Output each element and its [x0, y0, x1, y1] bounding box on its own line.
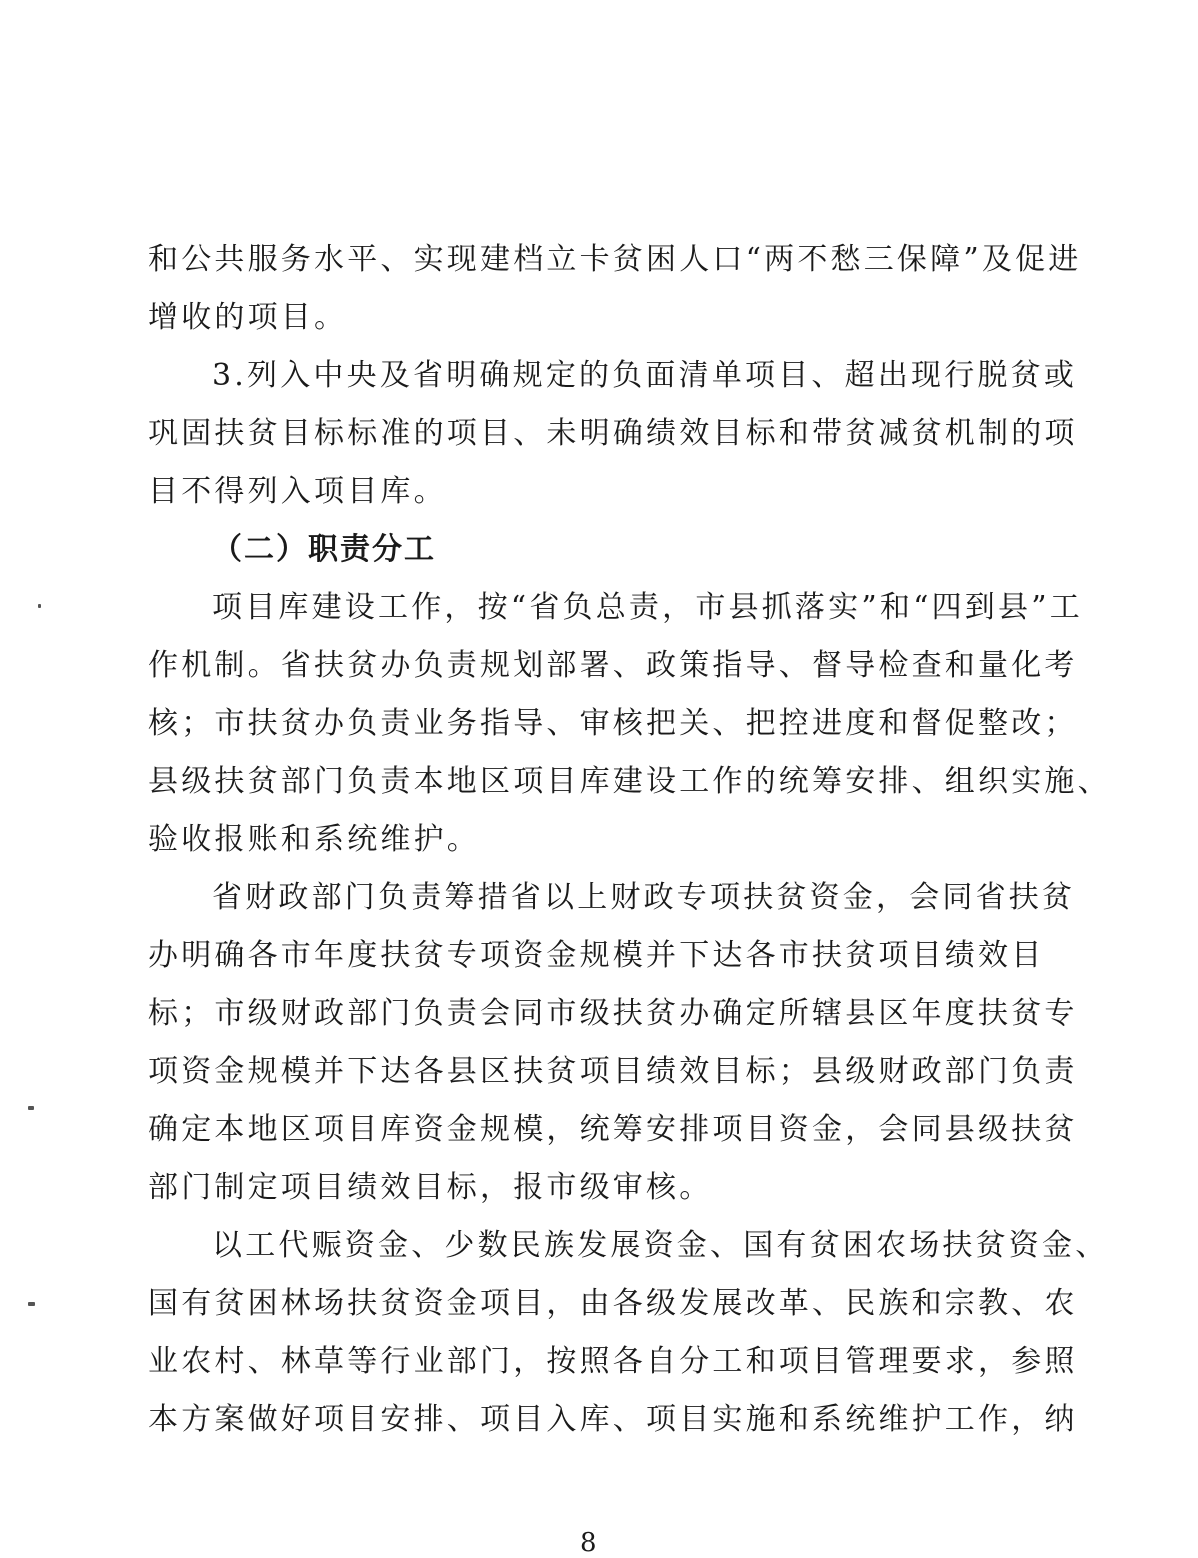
paragraph-line: 和公共服务水平、实现建档立卡贫困人口“两不愁三保障”及促进	[148, 242, 1082, 277]
paragraph-line: 国有贫困林场扶贫资金项目，由各级发展改革、民族和宗教、农	[148, 1286, 1078, 1321]
scan-speck	[28, 1302, 35, 1306]
paragraph-line: 部门制定项目绩效目标，报市级审核。	[148, 1170, 713, 1205]
paragraph-line: 确定本地区项目库资金规模，统筹安排项目资金，会同县级扶贫	[148, 1112, 1078, 1147]
paragraph-line: 核；市扶贫办负责业务指导、审核把关、把控进度和督促整改；	[148, 706, 1078, 741]
paragraph-line: 项资金规模并下达各县区扶贫项目绩效目标；县级财政部门负责	[148, 1054, 1078, 1089]
paragraph-line: 标；市级财政部门负责会同市级扶贫办确定所辖县区年度扶贫专	[148, 996, 1078, 1031]
page-number: 8	[580, 1528, 597, 1558]
paragraph-line: 县级扶贫部门负责本地区项目库建设工作的统筹安排、组织实施、	[148, 764, 1111, 799]
paragraph-line: 3.列入中央及省明确规定的负面清单项目、超出现行脱贫或	[212, 358, 1078, 393]
section-heading: （二）职责分工	[212, 532, 436, 567]
paragraph-line: 目不得列入项目库。	[148, 474, 447, 509]
scan-speck	[38, 604, 41, 608]
paragraph-line: 作机制。省扶贫办负责规划部署、政策指导、督导检查和量化考	[148, 648, 1078, 683]
paragraph-line: 业农村、林草等行业部门，按照各自分工和项目管理要求，参照	[148, 1344, 1078, 1379]
paragraph-line: 巩固扶贫目标标准的项目、未明确绩效目标和带贫减贫机制的项	[148, 416, 1078, 451]
paragraph-line: 项目库建设工作，按“省负总责，市县抓落实”和“四到县”工	[212, 590, 1083, 625]
paragraph-line: 验收报账和系统维护。	[148, 822, 480, 857]
paragraph-line: 办明确各市年度扶贫专项资金规模并下达各市扶贫项目绩效目	[148, 938, 1045, 973]
paragraph-line: 省财政部门负责筹措省以上财政专项扶贫资金，会同省扶贫	[212, 880, 1076, 915]
paragraph-line: 本方案做好项目安排、项目入库、项目实施和系统维护工作，纳	[148, 1402, 1078, 1437]
scan-speck	[28, 1106, 34, 1110]
paragraph-line: 以工代赈资金、少数民族发展资金、国有贫困农场扶贫资金、	[212, 1228, 1109, 1263]
paragraph-line: 增收的项目。	[148, 300, 348, 335]
